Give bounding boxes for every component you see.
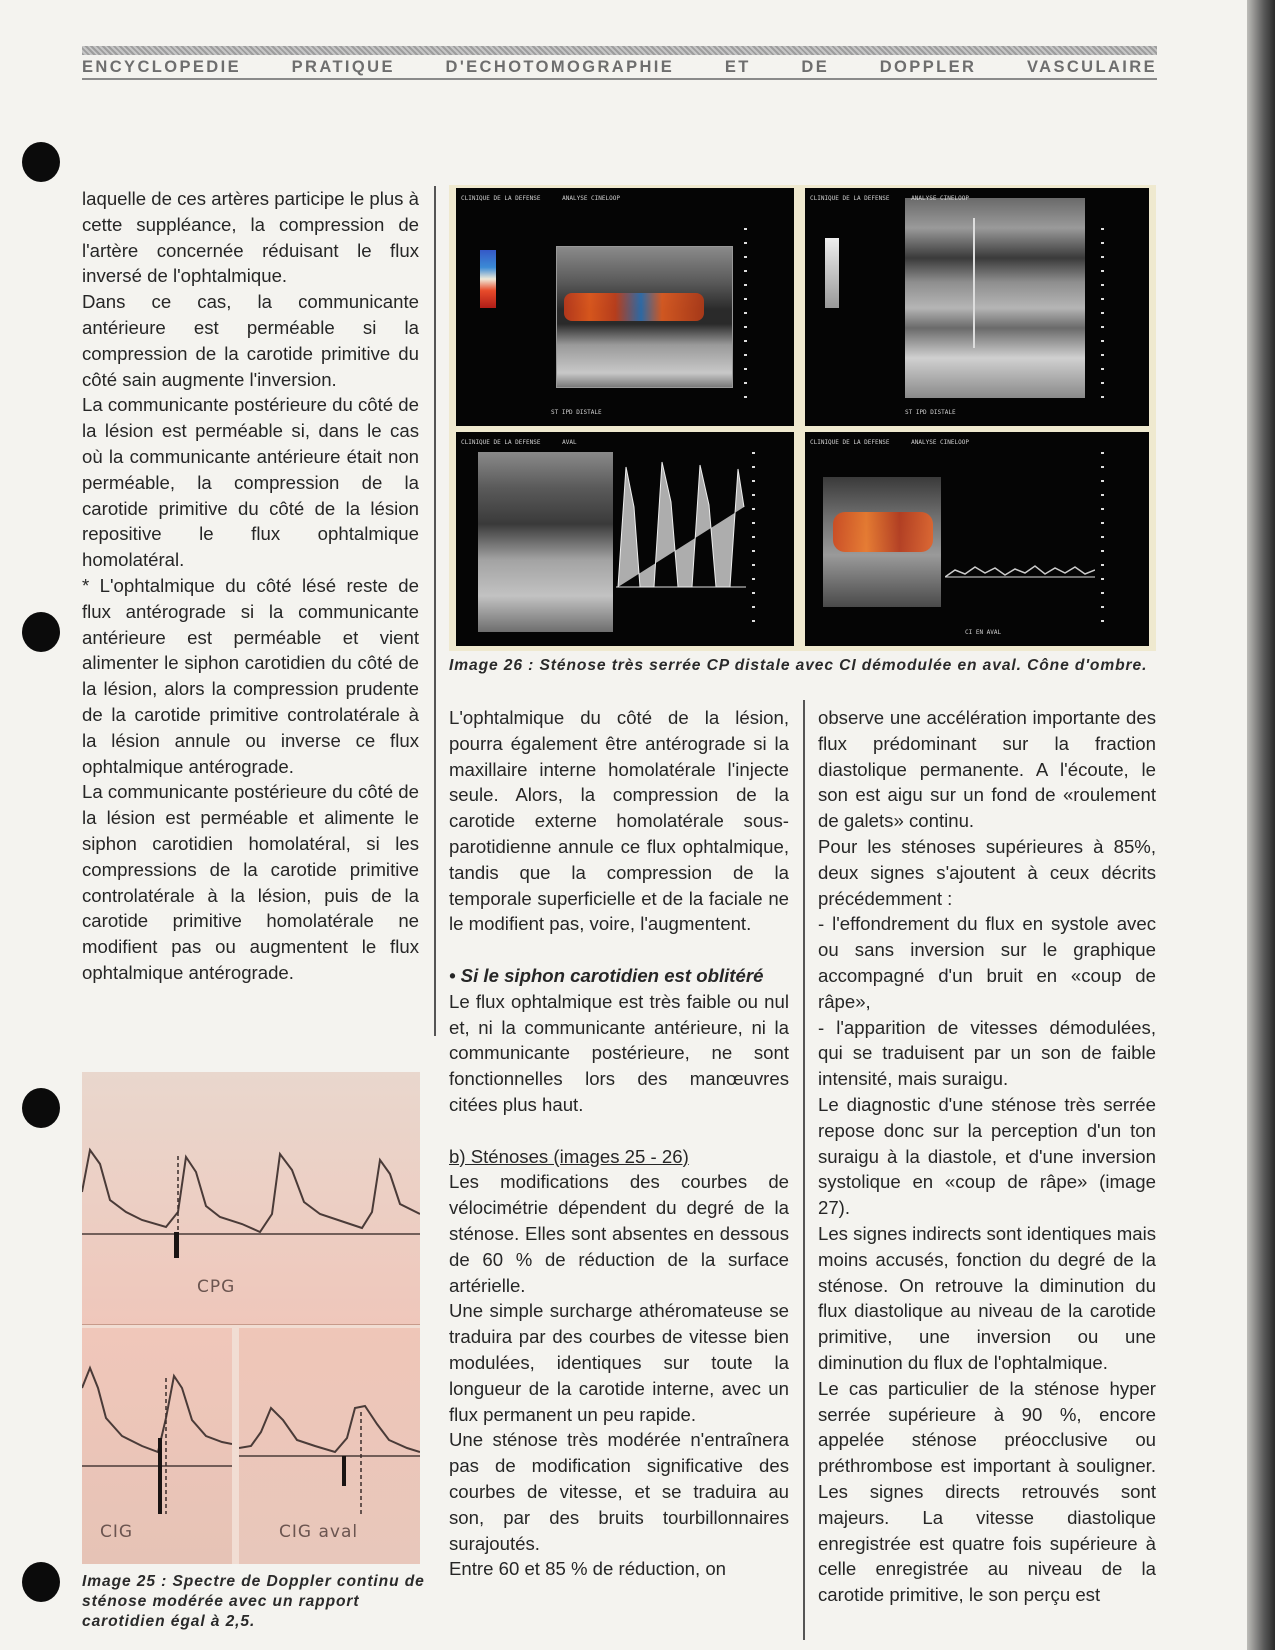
binder-hole [22, 142, 60, 182]
spacer [449, 937, 789, 963]
ultrasound-image [905, 198, 1085, 398]
doppler-spectrum [616, 447, 746, 637]
ultrasound-image [478, 452, 613, 632]
image-26-figure [449, 185, 1156, 651]
header-band [82, 46, 1157, 55]
gray-scale-bar [825, 238, 839, 308]
paragraph: Le flux ophtalmique est très faible ou nul et, ni la communicante antérieure, ni la communicante postérieure, ne sont fonctionnelles lors des manœuvres citées plus haut. [449, 990, 789, 1115]
running-header: ENCYCLOPEDIE PRATIQUE D'ECHOTOMOGRAPHIE ET DE DOPPLER VASCULAIRE [82, 58, 1157, 76]
trace-label: CIG [100, 1522, 134, 1542]
panel-label: ST IPD DISTALE [905, 409, 956, 416]
paragraph: Le cas particulier de la sténose hyper serrée supérieure à 90 %, encore appelée sténose préocclusive ou préthrombose est important à souligner. Les signes directs retrouvés sont majeurs. La vitesse diastolique enregistrée est quatre fois supérieure à celle enregistrée au niveau de la carotide primitive, le son perçu est [818, 1377, 1156, 1606]
header-rule [82, 78, 1157, 80]
column-divider [803, 700, 805, 1640]
spectrum-top [82, 1072, 420, 1325]
paragraph: La communicante postérieure du côté de la lésion est perméable et alimente le siphon carotidien homolatéral, si les compressions de la carotide primitive controlatérale à la lésion, puis de la carotide primitive homolatérale ne modifient pas ou augmentent le flux ophtalmique antérograde. [82, 781, 419, 983]
paragraph: - l'apparition de vitesses démodulées, qui se traduisent par un son de faible intensité, mais suraigu. [818, 1016, 1156, 1090]
column-3 [818, 705, 1156, 1608]
doppler-panel [456, 432, 794, 646]
trace-label: CPG [197, 1277, 236, 1297]
paragraph: Une simple surcharge athéromateuse se traduira par des courbes de vitesse bien modulées, identiques sur toute la longueur de la carotide interne, avec un flux permanent un peu rapide. [449, 1300, 789, 1425]
paragraph: Les modifications des courbes de vélocimétrie dépendent du degré de la sténose. Elles sont absentes en dessous de 60 % de réduction de la surface artérielle. [449, 1171, 789, 1296]
paragraph: * L'ophtalmique du côté lésé reste de flux antérograde si la communicante antérieure est perméable et vient alimenter le siphon carotidien du côté de la lésion, alors la compression prudente de la carotide primitive controlatérale à la lésion annule ou inverse ce flux ophtalmique antérograde. [82, 574, 419, 777]
page-edge-shadow [1247, 0, 1275, 1650]
image-26-caption: Image 26 : Sténose très serrée CP distale avec CI démodulée en aval. Cône d'ombre. [449, 657, 1148, 674]
spacer [449, 1118, 789, 1144]
spectrum-bottom-right [239, 1328, 420, 1564]
binder-hole [22, 1088, 60, 1128]
spectrum-bottom-left [82, 1328, 232, 1564]
paragraph: Entre 60 et 85 % de réduction, on [449, 1558, 727, 1580]
subheading: • Si le siphon carotidien est oblitéré [449, 964, 764, 986]
paragraph: Dans ce cas, la communicante antérieure est perméable si la compression de la carotide primitive du côté sain augmente l'inversion. [82, 291, 419, 390]
column-2 [449, 705, 789, 1582]
panel-label: CI EN AVAL [965, 629, 1002, 636]
paragraph: Une sténose très modérée n'entraînera pas de modification significative des courbes de vitesse, et se traduira au son, par des bruits tourbillonnaires surajoutés. [449, 1429, 789, 1554]
paragraph: Les signes indirects sont identiques mais moins accusés, fonction du degré de la sténose. On retrouve la diminution du flux diastolique au niveau de la carotide primitive, une inversion ou une diminution du flux de l'ophtalmique. [818, 1222, 1156, 1373]
trace-label: CIG aval [279, 1522, 359, 1542]
paragraph: Pour les sténoses supérieures à 85%, deux signes s'ajoutent à ceux décrits précédemment : [818, 835, 1156, 909]
column-1 [82, 186, 419, 986]
binder-hole [22, 1562, 60, 1602]
doppler-cursor-line [973, 218, 975, 348]
paragraph: La communicante postérieure du côté de la lésion est perméable si, dans le cas où la communicante antérieure était non perméable, la compression de la carotide primitive du côté de la lésion repositive le flux ophtalmique homolatéral. [82, 394, 419, 571]
doppler-spectrum [945, 452, 1095, 632]
depth-scale [744, 228, 747, 398]
panel-header-text: CLINIQUE DE LA DEFENSE ANALYSE CINELOOP [810, 439, 969, 446]
paragraph: observe une accélération importante des flux prédominant sur la fraction diastolique permanente. A l'écoute, le son est aigu sur un fond de «roulement de galets» continu. [818, 707, 1156, 832]
binder-hole [22, 612, 60, 652]
depth-scale [1101, 228, 1104, 398]
color-scale-bar [480, 250, 496, 308]
panel-label: ST IPD DISTALE [551, 409, 602, 416]
panel-header-text: CLINIQUE DE LA DEFENSE AVAL [461, 439, 577, 446]
ultrasound-panel [456, 188, 794, 426]
doppler-panel [805, 432, 1149, 646]
depth-scale [1101, 452, 1104, 632]
image-25-figure [82, 1072, 420, 1564]
panel-header-text: CLINIQUE DE LA DEFENSE ANALYSE CINELOOP [461, 195, 620, 202]
ultrasound-panel [805, 188, 1149, 426]
depth-scale [752, 452, 755, 632]
section-title: b) Sténoses (images 25 - 26) [449, 1145, 689, 1167]
column-divider [434, 186, 436, 1036]
paragraph: laquelle de ces artères participe le plus à cette suppléance, la compression de l'artère concernée réduisant le flux inversé de l'ophtalmique. [82, 188, 419, 287]
color-doppler-flow [833, 512, 933, 552]
paragraph: L'ophtalmique du côté de la lésion, pourra également être antérograde si la maxillaire interne homolatérale l'injecte seule. Alors, la compression de la carotide externe homolatérale sous-parotidienne annule ce flux ophtalmique, tandis que la compression de la temporale superficielle et de la faciale ne le modifient pas, voire, l'augmentent. [449, 707, 789, 935]
color-doppler-flow [564, 293, 704, 321]
paragraph: - l'effondrement du flux en systole avec ou sans inversion sur le graphique accompagné d'un bruit en «coup de râpe», [818, 913, 1156, 1012]
panel-header-text: CLINIQUE DE LA DEFENSE ANALYSE CINELOOP [810, 195, 969, 202]
paragraph: Le diagnostic d'une sténose très serrée repose donc sur la perception d'un ton suraigu à la diastole, et d'une inversion systolique en «coup de râpe» (image 27). [818, 1093, 1156, 1219]
image-25-caption: Image 25 : Spectre de Doppler continu de sténose modérée avec un rapport carotidien égal à 2,5. [82, 1573, 425, 1630]
